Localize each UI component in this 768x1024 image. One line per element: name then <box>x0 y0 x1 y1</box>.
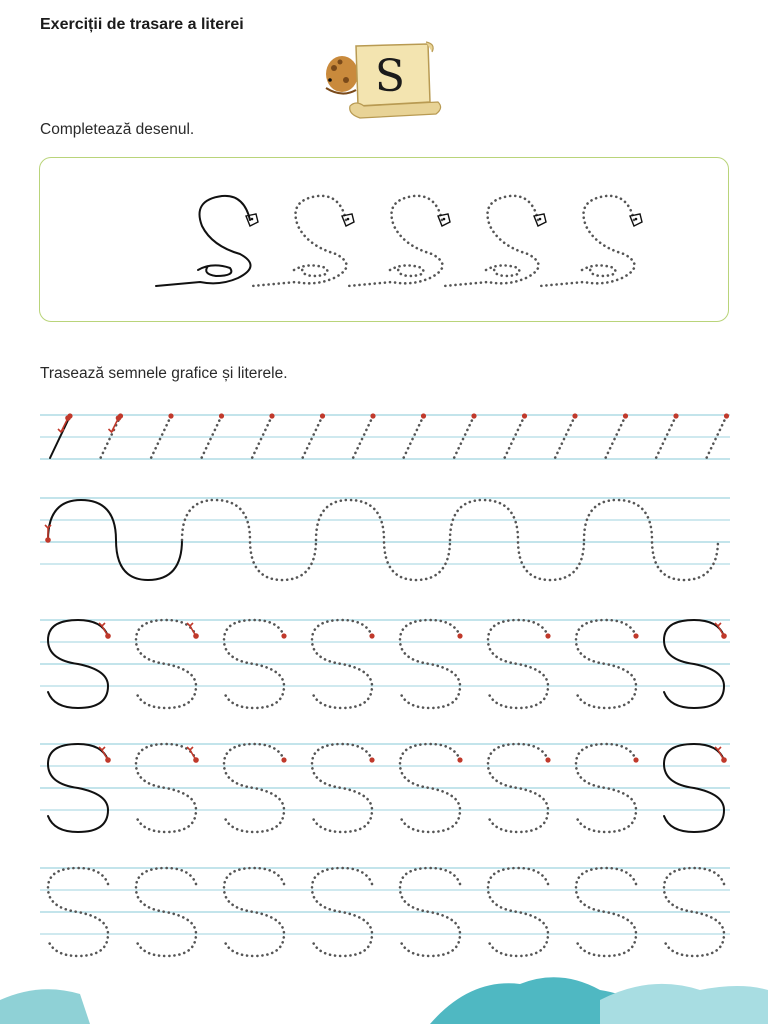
slant-strokes <box>50 413 729 458</box>
start-dot <box>633 633 638 638</box>
start-dot <box>369 757 374 762</box>
direction-arrow <box>102 626 108 636</box>
start-dot <box>281 633 286 638</box>
start-dot <box>281 757 286 762</box>
direction-arrow <box>102 750 108 760</box>
direction-arrow <box>190 626 196 636</box>
start-dot <box>471 413 476 418</box>
start-dot <box>370 413 375 418</box>
start-dot <box>633 757 638 762</box>
direction-arrow <box>718 626 724 636</box>
start-dot <box>320 413 325 418</box>
start-dot <box>572 413 577 418</box>
bottom-decoration <box>0 960 768 1024</box>
wave-stroke <box>48 500 182 580</box>
page-title: Exerciții de trasare a literei <box>40 16 244 33</box>
direction-arrow <box>718 750 724 760</box>
start-dot <box>522 413 527 418</box>
start-dot <box>545 757 550 762</box>
instruction-trace-letters: Trasează semnele grafice și literele. <box>40 365 288 382</box>
start-dot <box>457 757 462 762</box>
start-dot <box>421 413 426 418</box>
start-dot <box>545 633 550 638</box>
start-dot <box>219 413 224 418</box>
start-dot <box>457 633 462 638</box>
wave-stroke <box>584 500 718 580</box>
start-dot <box>369 633 374 638</box>
direction-arrow <box>190 750 196 760</box>
start-dot <box>168 413 173 418</box>
letter-s-label: S <box>374 51 406 102</box>
start-dot <box>673 413 678 418</box>
wave-stroke <box>316 500 450 580</box>
start-dot <box>269 413 274 418</box>
wave-strokes <box>45 500 718 580</box>
start-dot <box>623 413 628 418</box>
start-dot <box>724 413 729 418</box>
instruction-complete-drawing: Completează desenul. <box>40 121 195 138</box>
wave-stroke <box>182 500 316 580</box>
wave-stroke <box>450 500 584 580</box>
